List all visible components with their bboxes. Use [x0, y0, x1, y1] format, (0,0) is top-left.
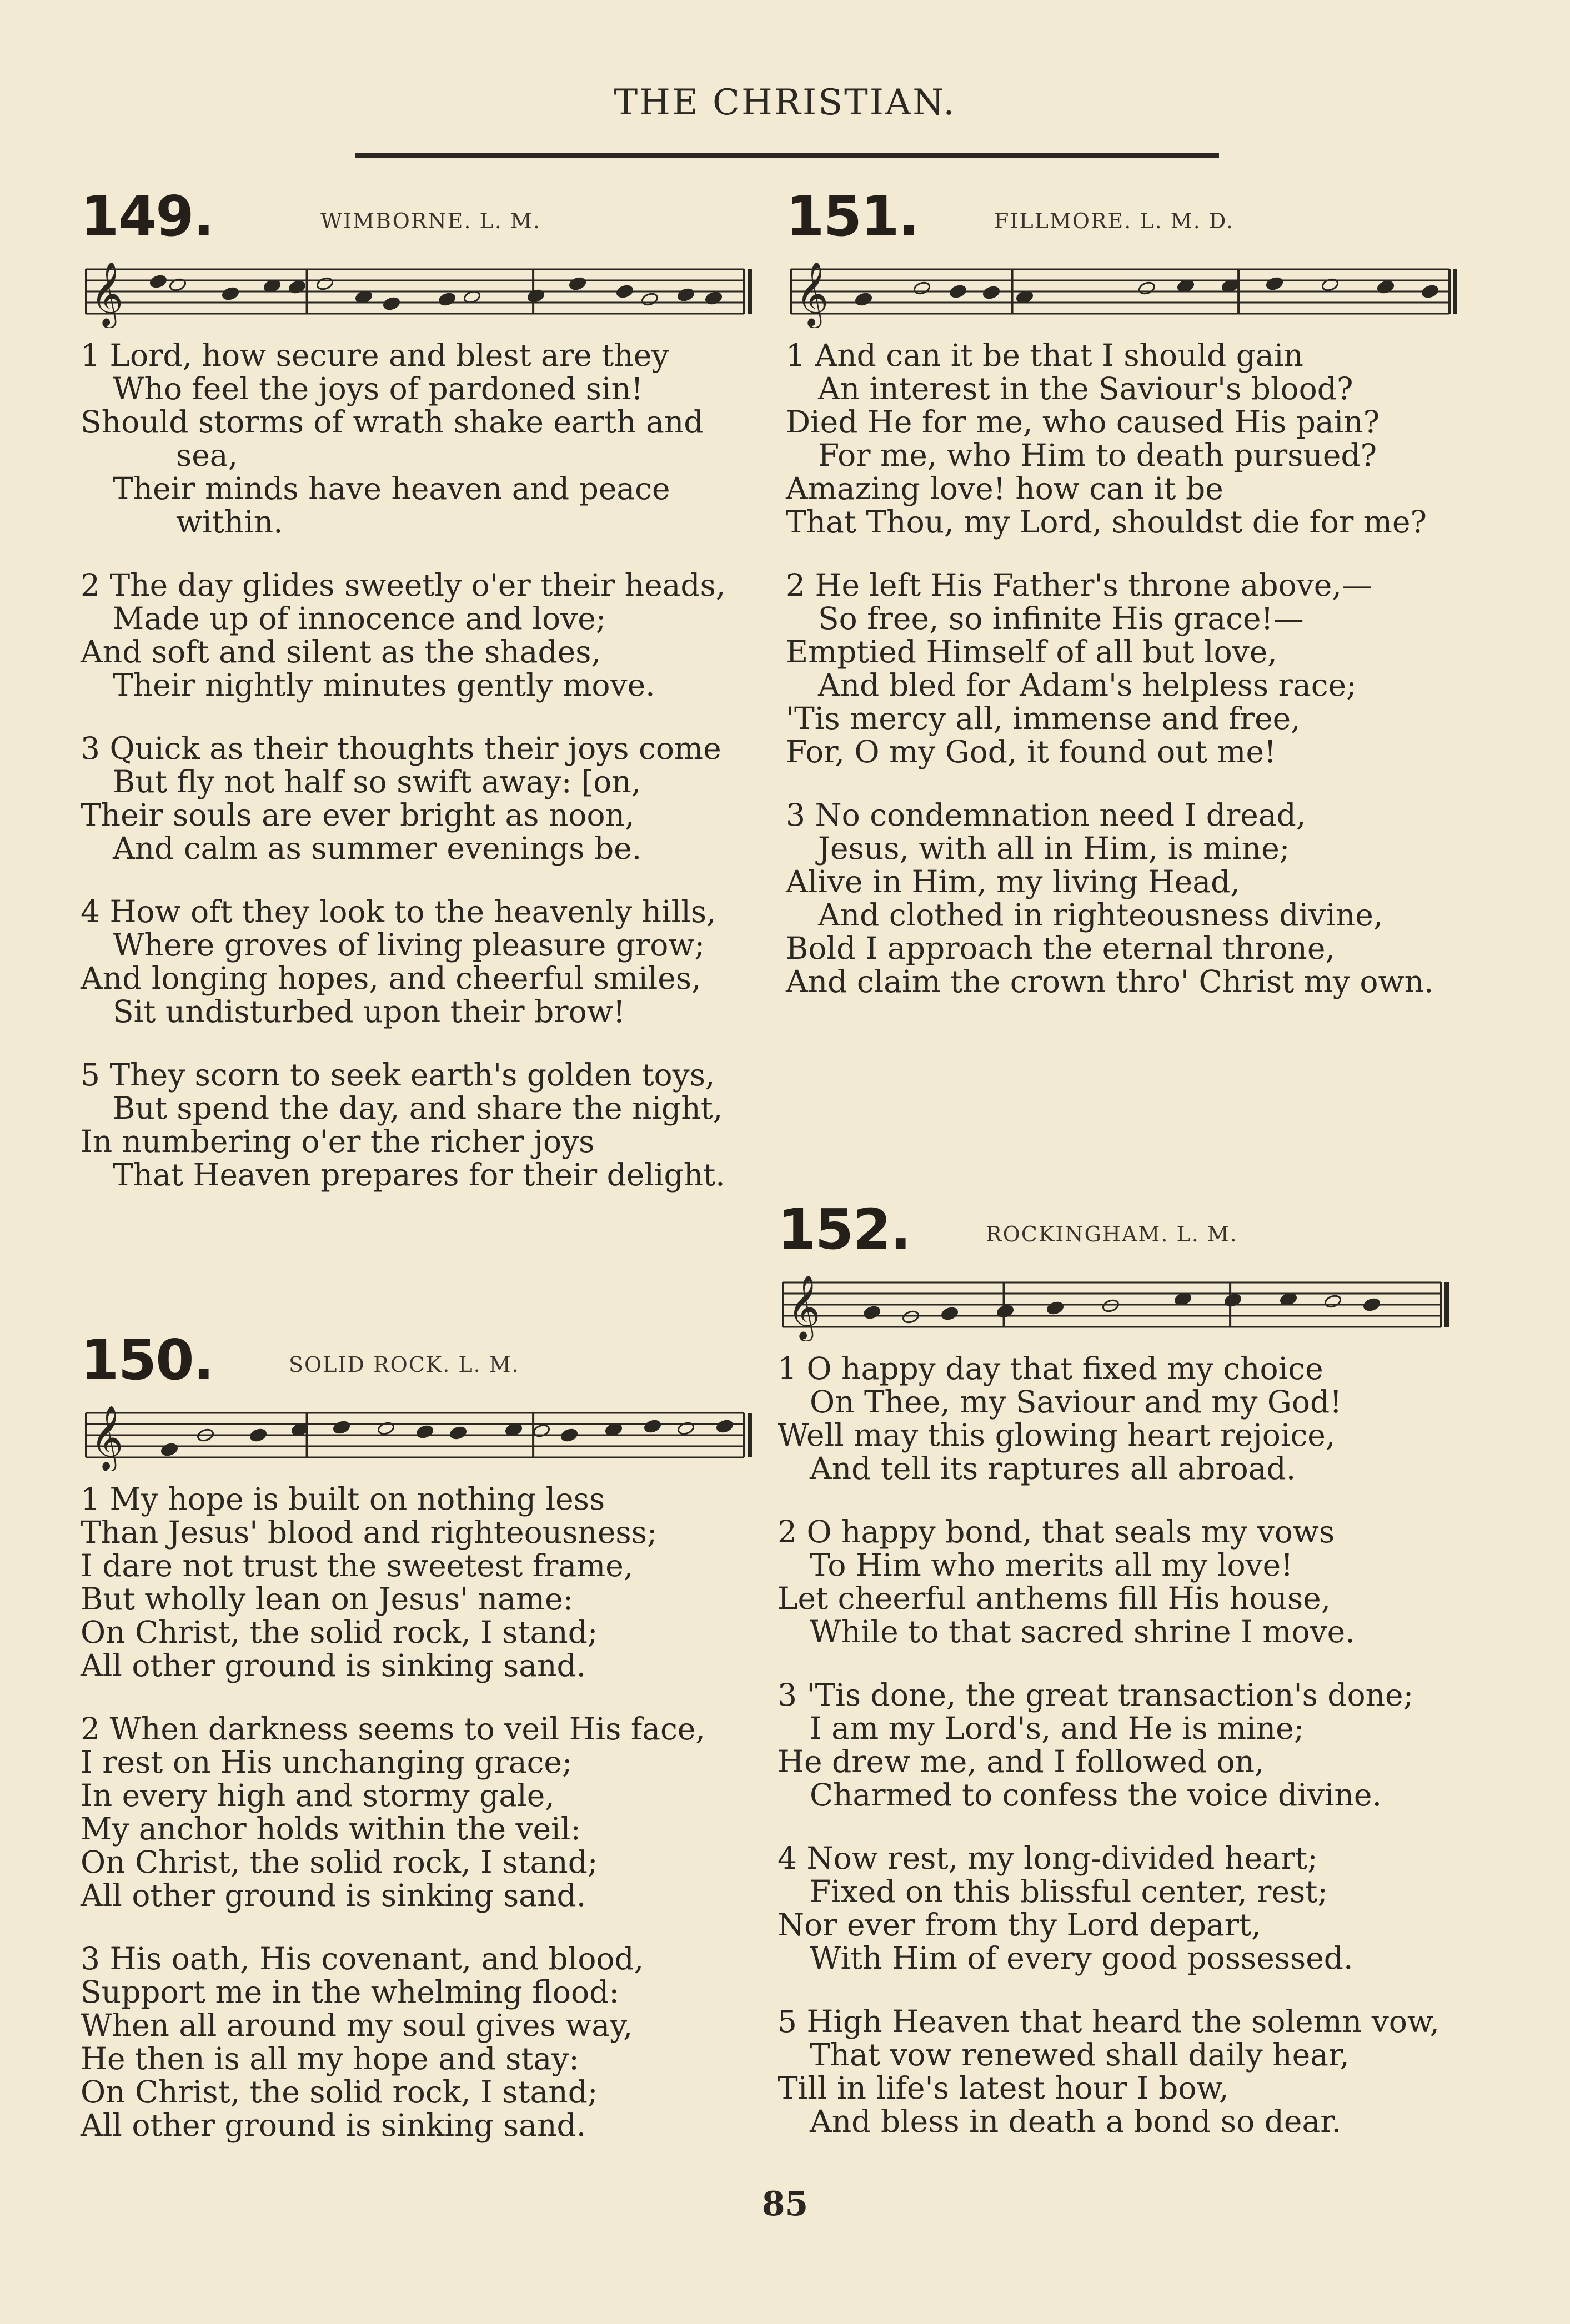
verse: [81, 895, 766, 1028]
verse: [778, 1678, 1463, 1812]
note-head: [1421, 284, 1439, 299]
verse-line: Their souls are ever bright as noon,: [81, 797, 635, 833]
verse-line: I rest on His unchanging grace;: [81, 1744, 573, 1780]
verse-line: Than Jesus' blood and righteousness;: [81, 1515, 658, 1550]
verse-line: And soft and silent as the shades,: [81, 634, 601, 670]
verse-line: Nor ever from thy Lord depart,: [778, 1907, 1261, 1943]
verse-line: When all around my soul gives way,: [81, 2008, 633, 2043]
verse-line: That vow renewed shall daily hear,: [810, 2037, 1350, 2073]
verse-line: 2 The day glides sweetly o'er their heads,: [81, 567, 726, 603]
note-head: [160, 1442, 178, 1457]
verse: [81, 1482, 766, 1682]
verse-line: 3 No condemnation need I dread,: [786, 797, 1306, 833]
verse-line: Fixed on this blissful center, rest;: [810, 1874, 1328, 1909]
verse-line: That Heaven prepares for their delight.: [113, 1157, 725, 1193]
hymn-number: 149.: [81, 184, 213, 249]
note-head: [1102, 1299, 1120, 1313]
verse-line: sea,: [176, 437, 238, 473]
verse-line: On Christ, the solid rock, I stand;: [81, 1614, 598, 1650]
tune-name: FILLMORE. L. M. D.: [994, 209, 1235, 233]
verse-line: I dare not trust the sweetest frame,: [81, 1548, 634, 1583]
verse-line: All other ground is sinking sand.: [81, 1648, 586, 1683]
music-staff: [81, 253, 766, 328]
verse: [786, 339, 1472, 539]
verse-line: On Thee, my Saviour and my God!: [810, 1384, 1342, 1420]
verse-line: 3 Quick as their thoughts their joys come: [81, 731, 721, 766]
note-head: [855, 292, 872, 306]
verse-line: Till in life's latest hour I bow,: [778, 2070, 1229, 2106]
verse: [786, 569, 1472, 768]
verse-line: Charmed to confess the voice divine.: [810, 1777, 1382, 1813]
verse-line: Where groves of living pleasure grow;: [113, 927, 705, 963]
verse-line: 1 O happy day that fixed my choice: [778, 1351, 1323, 1386]
verse-line: 2 When darkness seems to veil His face,: [81, 1711, 705, 1747]
verse-line: While to that sacred shrine I move.: [810, 1614, 1355, 1649]
note-head: [1266, 276, 1283, 291]
note-head: [569, 276, 586, 291]
note-head: [222, 286, 239, 301]
verse: [81, 732, 766, 865]
note-head: [333, 1420, 350, 1435]
note-head: [982, 285, 1000, 300]
verse-line: But fly not half so swift away: [on,: [113, 764, 641, 799]
hymn-151: [786, 184, 1472, 1028]
verse-line: Alive in Him, my living Head,: [786, 864, 1240, 899]
note-head: [560, 1428, 578, 1442]
verse-line: 2 O happy bond, that seals my vows: [778, 1514, 1335, 1550]
music-staff: [81, 1396, 766, 1471]
verse-line: Who feel the joys of pardoned sin!: [113, 371, 644, 406]
treble-clef-icon: 𝄞: [91, 1405, 124, 1470]
tune-name: SOLID ROCK. L. M.: [289, 1352, 520, 1377]
note-head: [438, 292, 456, 306]
verse-line: And calm as summer evenings be.: [113, 831, 642, 866]
note-head: [644, 1419, 661, 1433]
verse-line: Sit undisturbed upon their brow!: [113, 994, 625, 1029]
verse-line: With Him of every good possessed.: [810, 1940, 1353, 1976]
verse-line: And tell its raptures all abroad.: [810, 1451, 1296, 1486]
verse: [81, 1942, 766, 2142]
note-head: [716, 1419, 734, 1433]
music-staff: [778, 1266, 1463, 1341]
note-head: [316, 276, 334, 291]
page-number: 85: [761, 2185, 809, 2224]
note-head: [1138, 281, 1156, 295]
verse-line: All other ground is sinking sand.: [81, 1878, 586, 1913]
tune-name: ROCKINGHAM. L. M.: [986, 1222, 1238, 1246]
verse-line: And bled for Adam's helpless race;: [818, 667, 1357, 703]
hymn-number: 152.: [778, 1197, 910, 1262]
verse-line: All other ground is sinking sand.: [81, 2107, 586, 2143]
verse-line: He then is all my hope and stay:: [81, 2041, 579, 2076]
note-head: [677, 288, 695, 302]
note-head: [449, 1426, 467, 1440]
verse-line: And claim the crown thro' Christ my own.: [786, 964, 1434, 999]
note-head: [1363, 1297, 1381, 1312]
verse-line: To Him who merits all my love!: [810, 1547, 1293, 1583]
verse-line: 3 'Tis done, the great transaction's done;: [778, 1677, 1414, 1713]
verse: [786, 798, 1472, 998]
note-head: [1324, 1294, 1342, 1309]
verse-line: My anchor holds within the veil:: [81, 1811, 581, 1847]
verse: [81, 569, 766, 702]
verses: [778, 1352, 1463, 2138]
verse-line: 1 My hope is built on nothing less: [81, 1481, 605, 1517]
verse: [81, 1712, 766, 1912]
verse-line: Emptied Himself of all but love,: [786, 634, 1277, 670]
verse: [778, 1352, 1463, 1485]
verse-line: Should storms of wrath shake earth and: [81, 404, 704, 440]
verses: [786, 339, 1472, 998]
note-head: [416, 1425, 434, 1439]
verse: [778, 2005, 1463, 2138]
verse-line: That Thou, my Lord, shouldst die for me?: [786, 504, 1427, 540]
verse-line: And bless in death a bond so dear.: [810, 2104, 1341, 2139]
note-head: [149, 274, 167, 289]
verse-line: For, O my God, it found out me!: [786, 734, 1277, 769]
verse-line: 5 High Heaven that heard the solemn vow,: [778, 2004, 1439, 2039]
note-head: [249, 1428, 267, 1442]
running-header: THE CHRISTIAN.: [614, 82, 956, 123]
verse-line: So free, so infinite His grace!—: [818, 601, 1304, 636]
verse-line: 1 Lord, how secure and blest are they: [81, 338, 669, 373]
note-head: [616, 284, 634, 299]
header-rule: [355, 153, 1219, 158]
hymn-number: 150.: [81, 1327, 213, 1392]
verse-line: He drew me, and I followed on,: [778, 1744, 1265, 1779]
verses: [81, 1482, 766, 2142]
verse-line: Amazing love! how can it be: [786, 471, 1223, 506]
verse-line: 3 His oath, His covenant, and blood,: [81, 1941, 644, 1976]
verse-line: within.: [176, 504, 283, 540]
verse-line: But wholly lean on Jesus' name:: [81, 1581, 574, 1617]
hymn-number: 151.: [786, 184, 919, 249]
note-head: [641, 292, 659, 306]
note-head: [383, 296, 400, 311]
verse-line: 4 Now rest, my long-divided heart;: [778, 1840, 1318, 1876]
verse: [778, 1515, 1463, 1648]
verse-line: Support me in the whelming flood:: [81, 1974, 619, 2010]
hymn-152: [778, 1197, 1463, 2168]
note-head: [1046, 1301, 1064, 1315]
note-head: [913, 281, 931, 295]
verse-line: Well may this glowing heart rejoice,: [778, 1417, 1336, 1453]
verse-line: 2 He left His Father's throne above,—: [786, 567, 1372, 603]
treble-clef-icon: 𝄞: [91, 261, 124, 326]
verse-line: For me, who Him to death pursued?: [818, 437, 1377, 473]
verse-line: And longing hopes, and cheerful smiles,: [81, 960, 701, 996]
verse-line: Jesus, with all in Him, is mine;: [818, 831, 1290, 866]
verse-line: An interest in the Saviour's blood?: [818, 371, 1353, 406]
verse-line: And clothed in righteousness divine,: [818, 897, 1383, 933]
verse-line: In numbering o'er the richer joys: [81, 1124, 595, 1159]
note-head: [941, 1306, 959, 1321]
verse-line: Made up of innocence and love;: [113, 601, 606, 636]
verse: [778, 1842, 1463, 1975]
note-head: [949, 284, 967, 299]
verse-line: Their nightly minutes gently move.: [113, 667, 655, 703]
treble-clef-icon: 𝄞: [796, 261, 829, 326]
verse-line: On Christ, the solid rock, I stand;: [81, 2074, 598, 2110]
verse-line: In every high and stormy gale,: [81, 1778, 555, 1813]
verse-line: 'Tis mercy all, immense and free,: [786, 701, 1301, 736]
verse: [81, 339, 766, 539]
verse-line: I am my Lord's, and He is mine;: [810, 1711, 1305, 1746]
hymn-150: [81, 1327, 766, 2172]
verse-line: Died He for me, who caused His pain?: [786, 404, 1380, 440]
verse-line: 1 And can it be that I should gain: [786, 338, 1303, 373]
note-head: [902, 1310, 920, 1324]
treble-clef-icon: 𝄞: [787, 1274, 821, 1339]
verse-line: 5 They scorn to seek earth's golden toys,: [81, 1057, 715, 1093]
verse-line: Their minds have heaven and peace: [113, 471, 670, 506]
verse-line: But spend the day, and share the night,: [113, 1090, 723, 1126]
verse-line: Bold I approach the eternal throne,: [786, 930, 1335, 966]
note-head: [863, 1305, 881, 1320]
verses: [81, 339, 766, 1191]
verse-line: Let cheerful anthems fill His house,: [778, 1581, 1331, 1616]
verse-line: On Christ, the solid rock, I stand;: [81, 1844, 598, 1880]
music-staff: [786, 253, 1472, 328]
verse-line: 4 How oft they look to the heavenly hills,: [81, 894, 716, 929]
tune-name: WIMBORNE. L. M.: [320, 209, 541, 233]
verse: [81, 1058, 766, 1191]
hymn-149: [81, 184, 766, 1221]
